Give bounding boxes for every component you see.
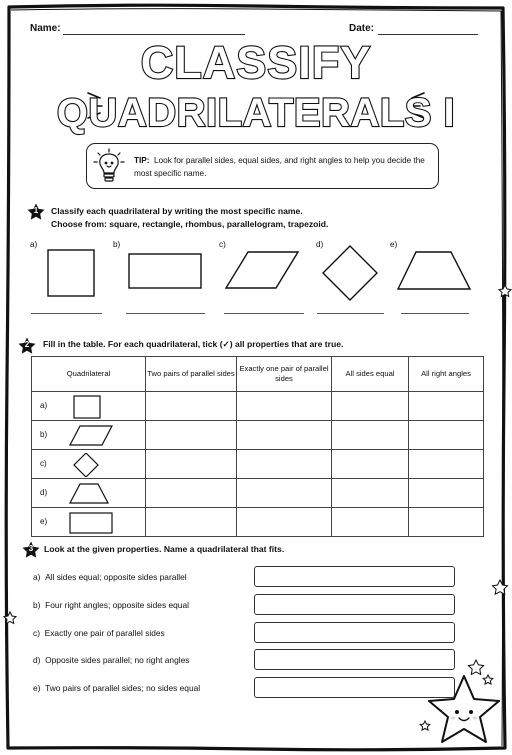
section-1-number: 1 — [33, 206, 39, 215]
square-shape — [68, 395, 148, 419]
q3-item-a: a) All sides equal; opposite sides parallel — [33, 572, 187, 582]
date-field[interactable] — [378, 34, 478, 35]
row-letter: b) — [40, 430, 48, 439]
section-1-line2: Choose from: square, rectangle, rhombus, parallelogram, trapezoid. — [51, 219, 329, 229]
row-letter: e) — [40, 517, 48, 526]
tick-cell[interactable] — [146, 421, 237, 450]
table-row — [32, 508, 484, 537]
tick-cell[interactable] — [332, 479, 409, 508]
q3-answer-box-b[interactable] — [254, 594, 455, 615]
title-graphic — [0, 38, 512, 138]
table-row — [32, 392, 484, 421]
section-2-number: 2 — [24, 340, 30, 349]
section-1-line1: Classify each quadrilateral by writing the most specific name. — [51, 206, 303, 216]
q3-item-d: d) Opposite sides parallel; no right angles — [33, 655, 190, 665]
tick-cell[interactable] — [409, 450, 484, 479]
tick-cell[interactable] — [332, 392, 409, 421]
rhombus-shape — [323, 246, 377, 300]
smiling-star-icon — [424, 672, 504, 748]
name-label: Name: — [30, 23, 61, 34]
section-1-badge — [27, 203, 45, 221]
column-header: All sides equal — [332, 357, 409, 392]
table-row — [32, 421, 484, 450]
parallelogram-shape — [68, 424, 148, 448]
q3-item-e: e) Two pairs of parallel sides; no sides equal — [33, 683, 201, 693]
rectangle-shape — [129, 254, 201, 288]
tick-cell[interactable] — [237, 508, 332, 537]
table-header-row — [32, 357, 484, 392]
section-3-number: 3 — [28, 544, 34, 553]
row-letter: a) — [40, 401, 48, 410]
name-field[interactable] — [63, 34, 245, 35]
tip-text — [134, 154, 430, 180]
section-2-badge — [18, 337, 36, 355]
q1-letter-d: d) — [316, 240, 324, 249]
tick-cell[interactable] — [237, 450, 332, 479]
tick-cell[interactable] — [409, 479, 484, 508]
table-row — [32, 450, 484, 479]
tick-cell[interactable] — [409, 392, 484, 421]
tick-cell[interactable] — [146, 479, 237, 508]
tick-cell[interactable] — [146, 450, 237, 479]
tick-cell[interactable] — [237, 421, 332, 450]
q3-item-c: c) Exactly one pair of parallel sides — [33, 628, 165, 638]
q3-answer-box-c[interactable] — [254, 622, 455, 643]
parallelogram-shape — [226, 252, 298, 288]
rhombus-shape — [68, 453, 148, 477]
q3-item-b: b) Four right angles; opposite sides equal — [33, 600, 189, 610]
square-shape — [48, 250, 94, 296]
section-3-instruction: Look at the given properties. Name a quadrilateral that fits. — [44, 544, 285, 554]
trapezoid-shape — [68, 482, 148, 506]
tick-cell[interactable] — [332, 508, 409, 537]
tick-cell[interactable] — [409, 508, 484, 537]
column-header: All right angles — [409, 357, 484, 392]
q3-answer-box-a[interactable] — [254, 566, 455, 587]
q1-answer-line-c[interactable] — [224, 313, 304, 314]
q1-answer-line-b[interactable] — [126, 313, 205, 314]
tip-label: TIP: — [134, 156, 150, 165]
q1-letter-c: c) — [219, 240, 226, 249]
q1-letter-b: b) — [113, 240, 121, 249]
page-title-line2: QUADRILATERALS I — [56, 91, 456, 135]
column-header: Two pairs of parallel sides — [146, 357, 237, 392]
q1-answer-line-e[interactable] — [401, 313, 469, 314]
tip-body: Look for parallel sides, equal sides, and right angles to help you decide the most specific name. — [134, 156, 425, 178]
tick-cell[interactable] — [237, 479, 332, 508]
section-2-instruction: Fill in the table. For each quadrilateral, tick (✓) all properties that are true. — [43, 339, 344, 349]
table-row — [32, 479, 484, 508]
tick-cell[interactable] — [146, 392, 237, 421]
tick-cell[interactable] — [332, 421, 409, 450]
date-label: Date: — [349, 23, 375, 34]
row-letter: d) — [40, 488, 48, 497]
tick-cell[interactable] — [146, 508, 237, 537]
properties-table — [31, 356, 484, 537]
q1-shapes — [0, 240, 512, 320]
column-header: Quadrilateral — [32, 357, 146, 392]
column-header: Exactly one pair of parallel sides — [237, 357, 332, 392]
tick-cell[interactable] — [237, 392, 332, 421]
q1-answer-line-d[interactable] — [317, 313, 384, 314]
row-letter: c) — [40, 459, 47, 468]
page-title-line1: CLASSIFY — [140, 38, 372, 88]
q1-answer-line-a[interactable] — [31, 313, 102, 314]
rectangle-shape — [68, 511, 148, 535]
tick-cell[interactable] — [332, 450, 409, 479]
q3-answer-box-d[interactable] — [254, 649, 455, 670]
trapezoid-shape — [398, 252, 470, 289]
lightbulb-icon — [92, 147, 126, 185]
tick-cell[interactable] — [409, 421, 484, 450]
q1-letter-a: a) — [30, 240, 38, 249]
q1-letter-e: e) — [390, 240, 398, 249]
section-3-badge — [22, 541, 40, 559]
